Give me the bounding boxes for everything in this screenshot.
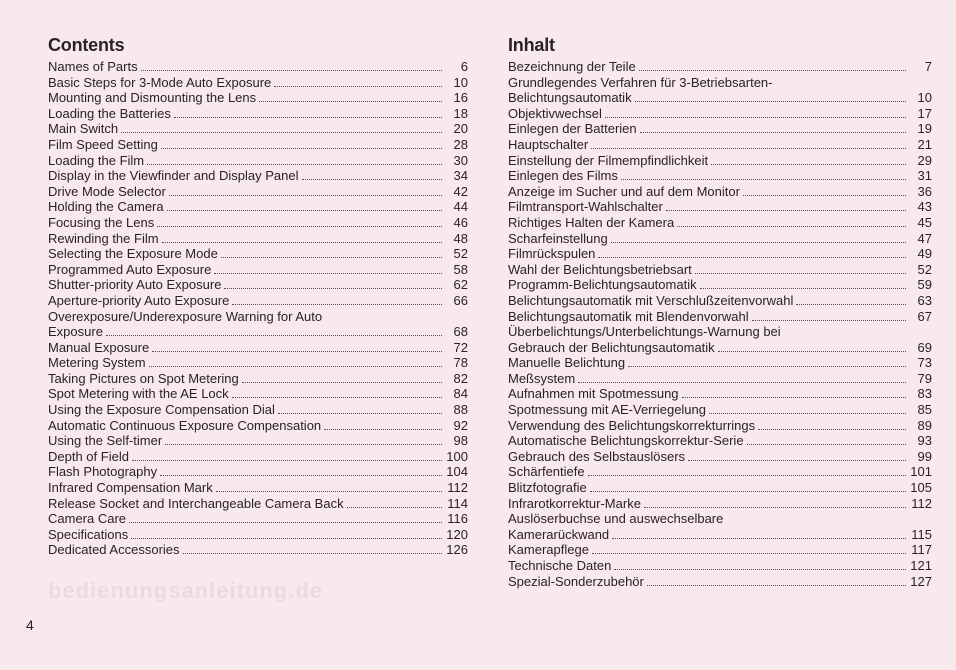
- toc-entry-title: Loading the Film: [48, 152, 145, 168]
- dot-leader: [183, 553, 442, 554]
- toc-entry-page: 43: [917, 199, 932, 215]
- toc-entry-page: 78: [453, 355, 468, 371]
- dot-leader: [611, 242, 906, 243]
- toc-entry: [48, 433, 468, 449]
- toc-entry-title: Richtiges Halten der Kamera: [508, 214, 675, 230]
- toc-entry-title: Loading the Batteries: [48, 105, 171, 121]
- toc-entry-page: 120: [446, 526, 468, 542]
- toc-entry-page: 7: [924, 59, 932, 74]
- toc-entry: [508, 371, 932, 387]
- dot-leader: [157, 226, 442, 227]
- dot-leader: [640, 132, 906, 133]
- toc-entry-page: 10: [917, 90, 932, 106]
- toc-entry-title: Filmtransport-Wahlschalter: [508, 199, 663, 215]
- toc-entry-page: 88: [453, 402, 468, 418]
- toc-entry-page: 63: [917, 292, 932, 308]
- toc-entry-title: Focusing the Lens: [48, 214, 155, 230]
- dot-leader: [682, 397, 906, 398]
- dot-leader: [152, 351, 442, 352]
- toc-entry: [508, 433, 932, 449]
- dot-leader: [167, 210, 442, 211]
- toc-entry-title: Spot Metering with the AE Lock: [48, 386, 229, 402]
- toc-entry-title: Main Switch: [48, 121, 119, 137]
- toc-entry-title: Overexposure/Underexposure Warning for Auto: [48, 308, 323, 324]
- toc-entry-page: 19: [917, 121, 932, 137]
- dot-leader: [700, 288, 906, 289]
- toc-entry: [48, 480, 468, 496]
- toc-entry-title: Infrarotkorrektur-Marke: [508, 495, 641, 511]
- dot-leader: [165, 444, 442, 445]
- toc-entry-title: Specifications: [48, 526, 129, 542]
- toc-entry-title: Film Speed Setting: [48, 136, 158, 152]
- toc-entry-title: Camera Care: [48, 511, 127, 527]
- dot-leader: [743, 195, 906, 196]
- inhalt-heading: Inhalt: [508, 35, 555, 55]
- dot-leader: [621, 179, 906, 180]
- toc-entry: [508, 215, 932, 231]
- dot-leader: [232, 304, 442, 305]
- toc-entry-title: Hauptschalter: [508, 136, 589, 152]
- toc-entry-page: 29: [917, 152, 932, 168]
- contents-column-german: [508, 34, 932, 589]
- toc-entry: [48, 418, 468, 434]
- toc-entry-title: Taking Pictures on Spot Metering: [48, 370, 239, 386]
- dot-leader: [614, 569, 906, 570]
- toc-entry-page: 48: [453, 230, 468, 246]
- toc-entry: [48, 75, 468, 91]
- toc-entry: [508, 246, 932, 262]
- toc-entry: [48, 527, 468, 543]
- toc-entry-page: 101: [910, 464, 932, 480]
- toc-entry-title: Einlegen der Batterien: [508, 121, 637, 137]
- dot-leader: [752, 320, 906, 321]
- toc-entry-page: 115: [911, 526, 932, 542]
- toc-entry-title: Scharfeinstellung: [508, 230, 608, 246]
- toc-entry: [508, 90, 932, 106]
- dot-leader: [718, 351, 906, 352]
- toc-entry: [508, 75, 932, 91]
- dot-leader: [639, 70, 906, 71]
- toc-entry-page: 126: [446, 542, 468, 558]
- toc-entry-page: 34: [453, 168, 468, 184]
- toc-entry-page: 69: [917, 339, 932, 355]
- dot-leader: [141, 70, 442, 71]
- toc-entry-title: Automatische Belichtungskorrektur-Serie: [508, 433, 744, 449]
- toc-entry-page: 127: [910, 573, 932, 589]
- toc-entry-page: 16: [453, 90, 468, 106]
- toc-entry: [508, 121, 932, 137]
- dot-leader: [796, 304, 906, 305]
- toc-entry: [508, 355, 932, 371]
- dot-leader: [214, 273, 442, 274]
- toc-entry-page: 105: [910, 480, 932, 496]
- toc-entry-title: Gebrauch der Belichtungsautomatik: [508, 339, 715, 355]
- toc-entry-page: 58: [453, 261, 468, 277]
- toc-entry: [48, 293, 468, 309]
- toc-entry-title: Release Socket and Interchangeable Camera Back: [48, 495, 344, 511]
- dot-leader: [628, 366, 906, 367]
- toc-entry-title: Kamerapflege: [508, 542, 589, 558]
- toc-entry-page: 59: [917, 277, 932, 293]
- toc-entry-page: 121: [910, 558, 932, 573]
- toc-entry-title: Metering System: [48, 355, 146, 371]
- toc-entry: [48, 106, 468, 122]
- toc-entry-title: Programm-Belichtungsautomatik: [508, 277, 697, 293]
- toc-entry-title: Bezeichnung der Teile: [508, 59, 636, 74]
- dot-leader: [149, 366, 442, 367]
- toc-entry-title: Objektivwechsel: [508, 105, 602, 121]
- toc-entry: [48, 464, 468, 480]
- toc-entry: [508, 106, 932, 122]
- toc-entry-page: 52: [917, 261, 932, 277]
- toc-entry-title: Drive Mode Selector: [48, 183, 166, 199]
- toc-entry-page: 73: [917, 355, 932, 371]
- toc-entry-title: Aufnahmen mit Spotmessung: [508, 386, 679, 402]
- toc-entry-title: Grundlegendes Verfahren für 3-Betriebsarten-: [508, 74, 773, 90]
- toc-entry-title: Depth of Field: [48, 448, 129, 464]
- dot-leader: [588, 475, 906, 476]
- toc-entry: [48, 90, 468, 106]
- dot-leader: [242, 382, 442, 383]
- dot-leader: [278, 413, 442, 414]
- dot-leader: [590, 491, 906, 492]
- toc-entry: [48, 386, 468, 402]
- toc-entry: [48, 121, 468, 137]
- toc-entry: [508, 480, 932, 496]
- toc-entry-title: Programmed Auto Exposure: [48, 261, 212, 277]
- toc-entry-page: 93: [917, 433, 932, 449]
- dot-leader: [591, 148, 906, 149]
- dot-leader: [688, 460, 906, 461]
- toc-entry-page: 17: [917, 105, 932, 121]
- toc-entry-title: Display in the Viewfinder and Display Panel: [48, 168, 299, 184]
- toc-entry-page: 117: [911, 542, 932, 558]
- toc-entry: [508, 542, 932, 558]
- toc-entry: [48, 215, 468, 231]
- toc-entry-title: Meßsystem: [508, 370, 576, 386]
- toc-entry: [48, 168, 468, 184]
- toc-entry-title: Basic Steps for 3-Mode Auto Exposure: [48, 74, 272, 90]
- toc-entry-title: Manual Exposure: [48, 339, 150, 355]
- toc-entry: [508, 574, 932, 590]
- dot-leader: [302, 179, 442, 180]
- toc-entry: [508, 168, 932, 184]
- toc-entry-page: 67: [917, 308, 932, 324]
- toc-entry-title: Manuelle Belichtung: [508, 355, 626, 371]
- dot-leader: [160, 475, 442, 476]
- dot-leader: [612, 538, 906, 539]
- toc-entry: [48, 511, 468, 527]
- toc-entry: [48, 184, 468, 200]
- contents-column-english: [48, 34, 468, 558]
- dot-leader: [747, 444, 906, 445]
- dot-leader: [132, 460, 442, 461]
- toc-entry-page: 82: [453, 370, 468, 386]
- toc-entry: [48, 449, 468, 465]
- dot-leader: [129, 522, 442, 523]
- toc-entry-title: Infrared Compensation Mark: [48, 480, 213, 496]
- dot-leader: [666, 210, 906, 211]
- toc-entry-title: Wahl der Belichtungsbetriebsart: [508, 261, 692, 277]
- toc-entry-page: 62: [453, 277, 468, 293]
- toc-entry: [508, 309, 932, 325]
- toc-entry-title: Belichtungsautomatik mit Verschlußzeitenvorwahl: [508, 292, 794, 308]
- toc-entry: [48, 355, 468, 371]
- toc-entry: [48, 340, 468, 356]
- toc-entry-page: 45: [917, 214, 932, 230]
- dot-leader: [647, 585, 906, 586]
- toc-entry-page: 68: [453, 324, 468, 340]
- toc-entry-title: Flash Photography: [48, 464, 158, 480]
- toc-entry-title: Spotmessung mit AE-Verriegelung: [508, 402, 706, 418]
- toc-entry-page: 79: [917, 370, 932, 386]
- dot-leader: [709, 413, 906, 414]
- dot-leader: [347, 507, 442, 508]
- toc-entry-page: 84: [453, 386, 468, 402]
- toc-entry-page: 72: [453, 339, 468, 355]
- toc-entry-title: Anzeige im Sucher und auf dem Monitor: [508, 183, 740, 199]
- toc-entry-page: 112: [447, 480, 468, 496]
- toc-entry-page: 116: [447, 511, 468, 527]
- toc-entry-page: 104: [446, 464, 468, 480]
- toc-entry-title: Holding the Camera: [48, 199, 164, 215]
- toc-entry: [508, 277, 932, 293]
- toc-entry-title: Belichtungsautomatik: [508, 90, 632, 106]
- toc-entry: [508, 496, 932, 512]
- toc-entry: [508, 199, 932, 215]
- toc-entry: [508, 262, 932, 278]
- dot-leader: [131, 538, 442, 539]
- toc-entry: [48, 402, 468, 418]
- toc-entry: [508, 231, 932, 247]
- toc-entry-page: 44: [453, 199, 468, 215]
- toc-entry-page: 18: [453, 105, 468, 121]
- dot-leader: [592, 553, 906, 554]
- toc-entry-page: 99: [917, 448, 932, 464]
- toc-entry-page: 10: [453, 74, 468, 90]
- toc-entry-page: 47: [917, 230, 932, 246]
- toc-entry-title: Shutter-priority Auto Exposure: [48, 277, 222, 293]
- toc-entry: [508, 137, 932, 153]
- dot-leader: [147, 164, 442, 165]
- toc-entry-title: Technische Daten: [508, 558, 612, 573]
- toc-entry-page: 6: [460, 59, 468, 74]
- toc-entry-title: Filmrückspulen: [508, 246, 596, 262]
- toc-entry-page: 31: [917, 168, 932, 184]
- toc-entry: [508, 340, 932, 356]
- toc-entry-title: Kamerarückwand: [508, 526, 610, 542]
- toc-entry-page: 28: [453, 136, 468, 152]
- toc-entry-page: 92: [453, 417, 468, 433]
- dot-leader: [598, 257, 906, 258]
- toc-entry: [48, 231, 468, 247]
- toc-entry: [508, 449, 932, 465]
- toc-entry: [48, 324, 468, 340]
- toc-entry: [48, 496, 468, 512]
- toc-entry-title: Gebrauch des Selbstauslösers: [508, 448, 686, 464]
- toc-entry-page: 20: [453, 121, 468, 137]
- toc-entry-title: Rewinding the Film: [48, 230, 159, 246]
- toc-entry: [508, 386, 932, 402]
- dot-leader: [221, 257, 442, 258]
- dot-leader: [216, 491, 442, 492]
- contents-list: [48, 59, 468, 558]
- dot-leader: [162, 242, 442, 243]
- toc-entry: [48, 153, 468, 169]
- toc-entry-page: 21: [917, 136, 932, 152]
- dot-leader: [161, 148, 442, 149]
- toc-entry-title: Exposure: [48, 324, 103, 340]
- toc-entry: [508, 324, 932, 340]
- toc-entry-title: Automatic Continuous Exposure Compensation: [48, 417, 322, 433]
- toc-entry-page: 42: [453, 183, 468, 199]
- toc-entry-title: Using the Exposure Compensation Dial: [48, 402, 275, 418]
- dot-leader: [106, 335, 442, 336]
- toc-entry-title: Using the Self-timer: [48, 433, 163, 449]
- toc-entry: [48, 262, 468, 278]
- toc-entry: [508, 527, 932, 543]
- toc-entry-title: Schärfentiefe: [508, 464, 585, 480]
- toc-entry-title: Blitzfotografie: [508, 480, 587, 496]
- page-number: 4: [26, 617, 34, 633]
- dot-leader: [232, 397, 442, 398]
- inhalt-list: [508, 59, 932, 589]
- dot-leader: [711, 164, 906, 165]
- toc-entry-title: Spezial-Sonderzubehör: [508, 573, 644, 589]
- toc-entry-page: 83: [917, 386, 932, 402]
- dot-leader: [259, 101, 442, 102]
- toc-entry: [48, 137, 468, 153]
- dot-leader: [644, 507, 906, 508]
- toc-entry: [508, 402, 932, 418]
- dot-leader: [695, 273, 906, 274]
- toc-entry-page: 100: [446, 448, 468, 464]
- toc-entry-title: Auslöserbuchse und auswechselbare: [508, 511, 724, 527]
- toc-entry-title: Aperture-priority Auto Exposure: [48, 292, 230, 308]
- toc-entry: [48, 542, 468, 558]
- toc-entry-title: Einlegen des Films: [508, 168, 618, 184]
- toc-entry-page: 36: [917, 183, 932, 199]
- dot-leader: [758, 429, 906, 430]
- toc-entry: [508, 464, 932, 480]
- dot-leader: [324, 429, 442, 430]
- toc-entry: [48, 277, 468, 293]
- toc-entry: [508, 418, 932, 434]
- toc-entry-page: 114: [447, 495, 468, 511]
- dot-leader: [224, 288, 442, 289]
- toc-entry: [508, 184, 932, 200]
- toc-entry: [508, 558, 932, 574]
- toc-entry-title: Mounting and Dismounting the Lens: [48, 90, 257, 106]
- toc-entry-title: Einstellung der Filmempfindlichkeit: [508, 152, 709, 168]
- watermark: bedienungsanleitung.de: [48, 578, 324, 603]
- toc-entry-page: 30: [453, 152, 468, 168]
- toc-entry-page: 98: [453, 433, 468, 449]
- dot-leader: [578, 382, 906, 383]
- toc-entry-title: Überbelichtungs/Unterbelichtungs-Warnung bei: [508, 324, 781, 340]
- toc-entry: [48, 309, 468, 325]
- dot-leader: [174, 117, 442, 118]
- contents-heading: Contents: [48, 35, 125, 55]
- toc-entry: [508, 153, 932, 169]
- dot-leader: [605, 117, 906, 118]
- toc-entry-title: Names of Parts: [48, 59, 138, 74]
- toc-entry: [508, 293, 932, 309]
- toc-entry-page: 112: [911, 495, 932, 511]
- toc-entry-page: 66: [453, 292, 468, 308]
- toc-entry-title: Verwendung des Belichtungskorrekturrings: [508, 417, 756, 433]
- toc-entry: [48, 59, 468, 75]
- dot-leader: [274, 86, 442, 87]
- toc-entry-page: 46: [453, 214, 468, 230]
- toc-entry-page: 85: [917, 402, 932, 418]
- dot-leader: [169, 195, 442, 196]
- toc-entry: [508, 511, 932, 527]
- toc-entry-page: 89: [917, 417, 932, 433]
- toc-entry-page: 52: [453, 246, 468, 262]
- toc-entry-title: Dedicated Accessories: [48, 542, 180, 558]
- dot-leader: [677, 226, 906, 227]
- dot-leader: [121, 132, 442, 133]
- toc-entry-title: Selecting the Exposure Mode: [48, 246, 218, 262]
- toc-entry: [48, 199, 468, 215]
- toc-entry: [48, 246, 468, 262]
- toc-entry-page: 49: [917, 246, 932, 262]
- toc-entry-title: Belichtungsautomatik mit Blendenvorwahl: [508, 308, 749, 324]
- dot-leader: [635, 101, 906, 102]
- toc-entry: [48, 371, 468, 387]
- toc-entry: [508, 59, 932, 75]
